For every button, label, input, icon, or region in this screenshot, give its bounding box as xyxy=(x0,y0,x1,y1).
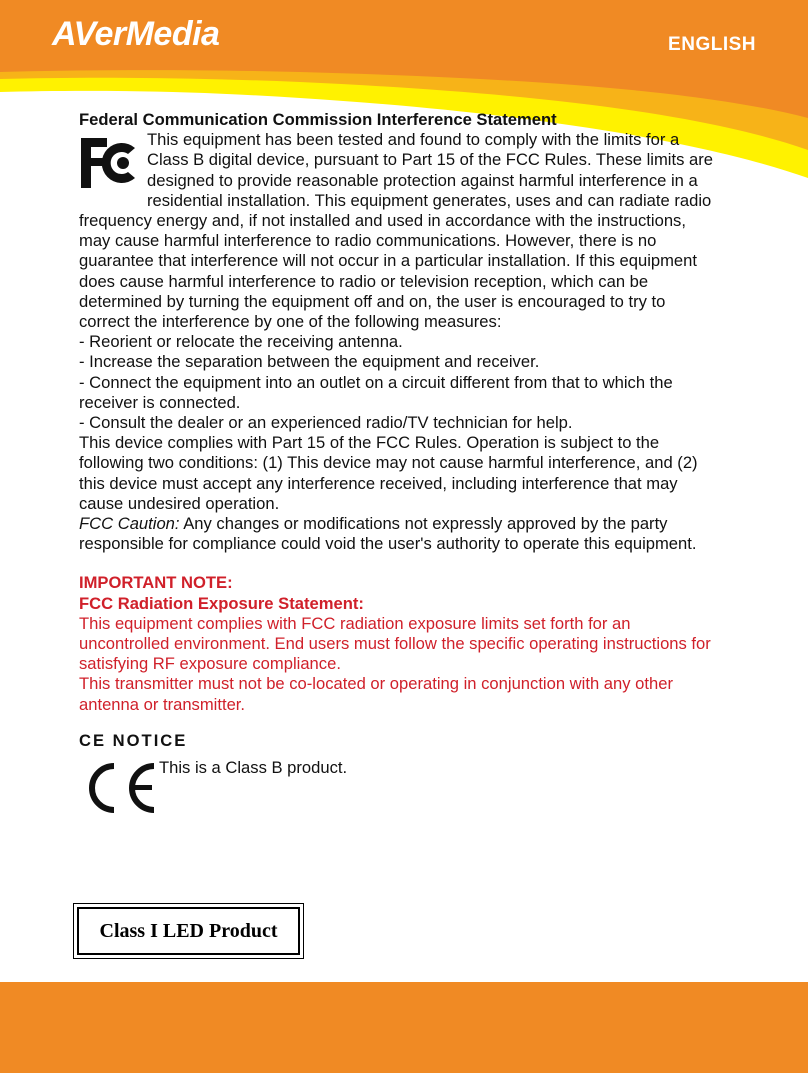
fcc-caution-label: FCC Caution: xyxy=(79,514,180,534)
radiation-text-1: This equipment complies with FCC radiation exposure limits set forth for an uncontrolled environment. End users must follow the specific operating instructions for satisfying RF exposure compliance. xyxy=(79,613,711,674)
fcc-caution xyxy=(79,514,719,554)
measure-item-4: - Consult the dealer or an experienced radio/TV technician for help. xyxy=(79,413,573,433)
measure-item-3: - Connect the equipment into an outlet on a circuit different from that to which the receiver is connected. xyxy=(79,372,673,412)
ce-notice-title: CE NOTICE xyxy=(79,730,188,750)
led-product-label: Class I LED Product xyxy=(77,907,300,955)
footer-band xyxy=(0,982,808,1073)
important-heading: IMPORTANT NOTE: xyxy=(79,573,233,593)
language-label: ENGLISH xyxy=(668,34,756,55)
fcc-statement-title: Federal Communication Commission Interference Statement xyxy=(79,110,557,129)
ce-notice-row xyxy=(79,755,719,825)
fcc-paragraph-1: This equipment has been tested and found to comply with the limits for a Class B digital device, pursuant to Part 15 of the FCC Rules. These limits are designed to provide reasonable protection against harmful interference in a residential installation. This equipment generates, uses and can radiate radio frequency energy and, if not installed and used in accordance with the instructions, may cause harmful interference to radio communications. However, there is no guarantee that interference will not occur in a particular installation. If this equipment does cause harmful interference to radio or television reception, which can be determined by turning the equipment off and on, the user is encouraged to try to correct the interference by one of the following measures: xyxy=(79,130,713,332)
fcc-caution-text: Any changes or modifications not expressly approved by the party responsible for compliance could void the user's authority to operate this equipment. xyxy=(79,514,697,554)
measure-item-1: - Reorient or relocate the receiving antenna. xyxy=(79,332,403,352)
document-body xyxy=(79,110,719,825)
led-product-box xyxy=(73,903,304,959)
fcc-paragraph-2: This device complies with Part 15 of the FCC Rules. Operation is subject to the following two conditions: (1) This device may not cause harmful interference, and (2) this device must accept any interference received, including interference that may cause undesired operation. xyxy=(79,433,698,513)
ce-notice-text: This is a Class B product. xyxy=(159,758,348,778)
radiation-subheading: FCC Radiation Exposure Statement: xyxy=(79,593,364,613)
radiation-text-2: This transmitter must not be co-located or operating in conjunction with any other antenna or transmitter. xyxy=(79,674,673,714)
fcc-logo-icon xyxy=(77,132,145,192)
brand-logo: AVerMedia xyxy=(52,15,220,53)
measure-item-2: - Increase the separation between the equipment and receiver. xyxy=(79,352,540,372)
ce-mark-icon xyxy=(81,761,157,815)
